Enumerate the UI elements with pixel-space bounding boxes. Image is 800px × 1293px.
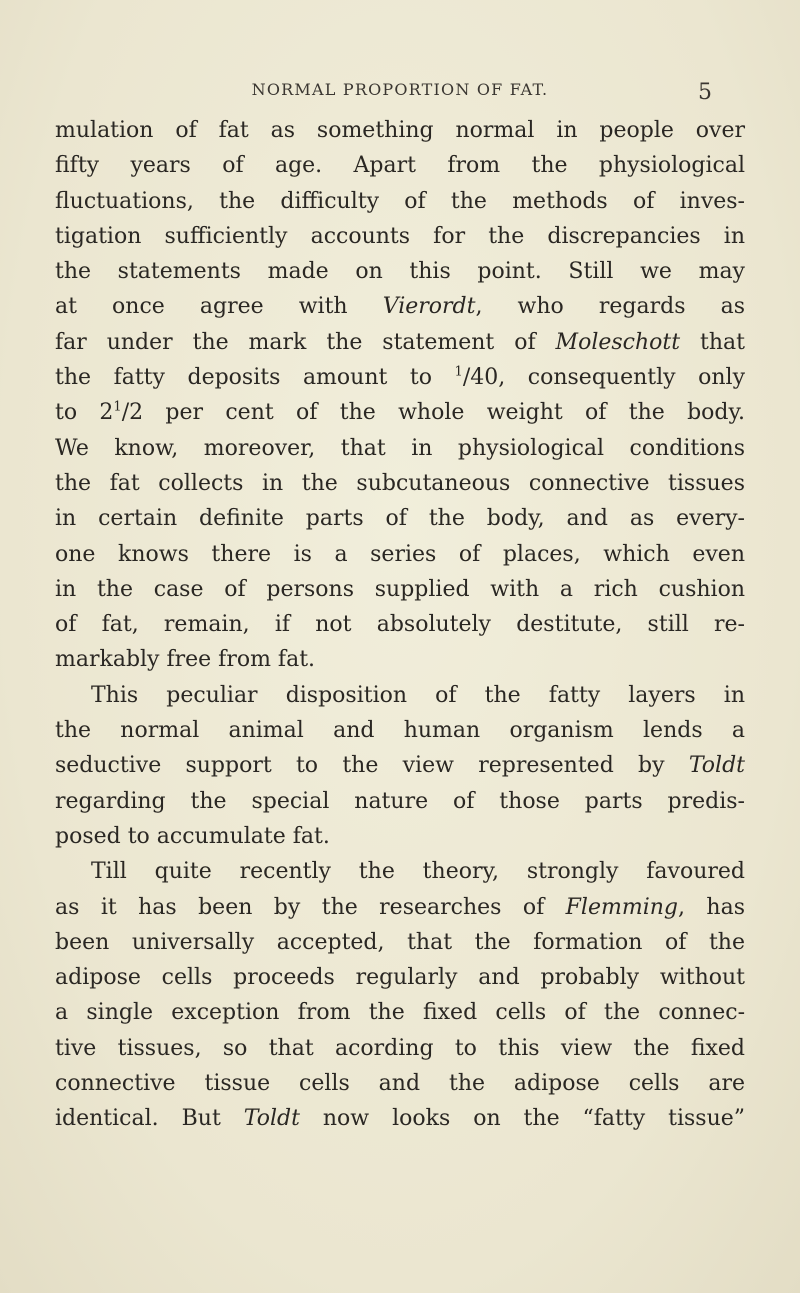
- text-line: one knows there is a series of places, which even: [55, 541, 745, 567]
- fraction-numerator: 1: [454, 364, 463, 380]
- text-line: far under the mark the statement of Moleschott that: [55, 329, 745, 355]
- author-name: Toldt: [688, 753, 745, 779]
- text-line: at once agree with Vierordt, who regards as: [55, 294, 745, 320]
- text-line: This peculiar disposition of the fatty layers in: [91, 682, 745, 708]
- text-line: in certain definite parts of the body, and as every-: [55, 506, 745, 532]
- author-name: Toldt: [243, 1106, 300, 1132]
- text-line: connective tissue cells and the adipose cells are: [55, 1071, 745, 1097]
- text-line: adipose cells proceeds regularly and probably without: [55, 965, 745, 991]
- text-line: We know, moreover, that in physiological conditions: [55, 435, 745, 461]
- text-line: the fat collects in the subcutaneous connective tissues: [55, 470, 745, 496]
- text-line: fifty years of age. Apart from the physiological: [55, 153, 745, 179]
- text-line: a single exception from the fixed cells of the connec-: [55, 1000, 745, 1026]
- text-line: to $2^1/2$ per cent of the whole weight of the body.: [55, 400, 745, 426]
- text-line: regarding the special nature of those parts predis-: [55, 788, 745, 814]
- page-header: [0, 80, 800, 110]
- text-line: tive tissues, so that acording to this view the fixed: [55, 1035, 745, 1061]
- text-line: Till quite recently the theory, strongly favoured: [91, 859, 745, 885]
- text-line: in the case of persons supplied with a rich cushion: [55, 576, 745, 602]
- text-line: been universally accepted, that the formation of the: [55, 929, 745, 955]
- author-name: Moleschott: [555, 329, 681, 355]
- fraction-numerator: 1: [113, 400, 122, 416]
- page-number: 5: [698, 80, 712, 105]
- text-line: identical. But Toldt now looks on the “fatty tissue”: [55, 1106, 746, 1132]
- text-line: fluctuations, the difficulty of the methods of inves-: [55, 188, 745, 214]
- text-line: mulation of fat as something normal in people over: [55, 118, 745, 143]
- running-title: NORMAL PROPORTION OF FAT.: [251, 80, 549, 99]
- text-line: posed to accumulate fat.: [55, 823, 330, 849]
- author-name: Flemming: [565, 894, 679, 920]
- text-line: tigation sufficiently accounts for the discrepancies in: [55, 223, 745, 249]
- text-line: as it has been by the researches of Flemming, has: [55, 894, 745, 920]
- body-text: [55, 113, 745, 1137]
- text-line: of fat, remain, if not absolutely destitute, still re-: [55, 612, 745, 638]
- text-line: the normal animal and human organism lends a: [55, 718, 745, 744]
- text-line: seductive support to the view represented by Toldt: [55, 753, 745, 779]
- text-line: the fatty deposits amount to $^1$/40, consequently only: [55, 364, 745, 391]
- text-line: markably free from fat.: [55, 647, 316, 673]
- text-line: the statements made on this point. Still we may: [55, 259, 745, 285]
- author-name: Vierordt: [382, 294, 476, 320]
